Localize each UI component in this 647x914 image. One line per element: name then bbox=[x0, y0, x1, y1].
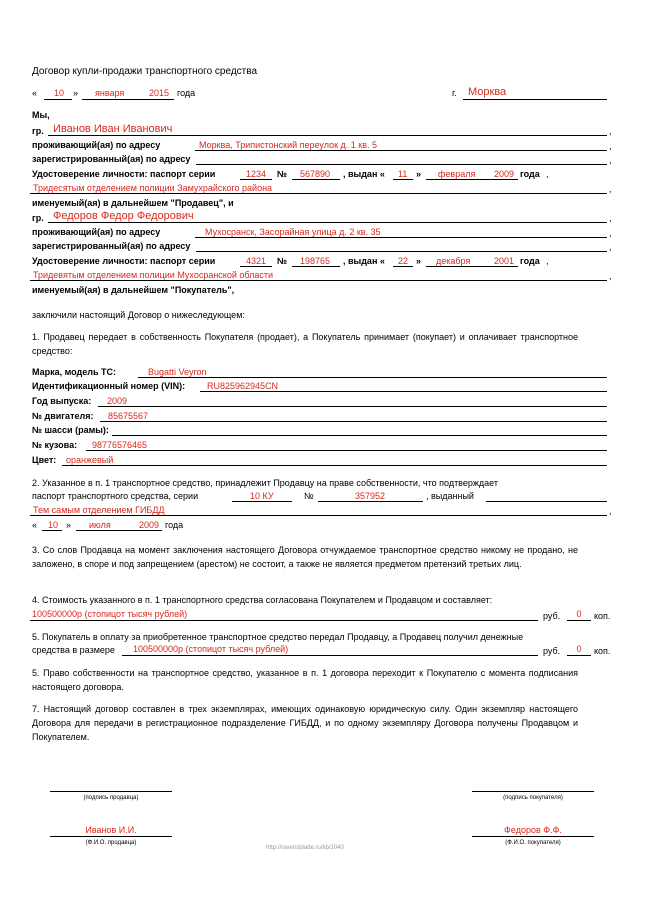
buyer-residence-label: проживающий(ая) по адресу bbox=[32, 227, 161, 237]
seller-name-line bbox=[48, 135, 607, 136]
quote-close: » bbox=[416, 169, 422, 179]
seller-authority-line bbox=[30, 193, 607, 194]
seller-signature-line bbox=[50, 791, 172, 792]
date-day: 10 bbox=[53, 88, 64, 98]
quote-close: » bbox=[416, 256, 422, 266]
buyer-issued-year: 2001 bbox=[494, 256, 515, 266]
vehicle-year-label: Год выпуска: bbox=[32, 396, 92, 406]
vehicle-year: 2009 bbox=[107, 396, 128, 406]
buyer-series: 4321 bbox=[246, 256, 267, 266]
clause-2-series: 10 КУ bbox=[250, 491, 274, 501]
clause-2-text2: паспорт транспортного средства, серии bbox=[32, 491, 199, 501]
comma: , bbox=[609, 141, 612, 151]
clause-2-number: 357952 bbox=[355, 491, 386, 501]
vehicle-engine-label: № двигателя: bbox=[32, 411, 94, 421]
vehicle-model-label: Марка, модель ТС: bbox=[32, 367, 117, 377]
vehicle-vin-label: Идентификационный номер (VIN): bbox=[32, 381, 186, 391]
seller-gr-label: гр. bbox=[32, 126, 44, 136]
clause-2-month-line bbox=[76, 530, 162, 531]
clause-2-number-line bbox=[318, 501, 423, 502]
vehicle-body-line bbox=[86, 450, 607, 451]
comma: , bbox=[609, 126, 612, 136]
clause-2-issued-label: , выданный bbox=[426, 491, 474, 501]
vehicle-engine: 85675567 bbox=[108, 411, 149, 421]
date-quote-close: » bbox=[73, 88, 79, 98]
buyer-id-label: Удостоверение личности: паспорт серии bbox=[32, 256, 216, 266]
clause-5-kop-line bbox=[567, 655, 591, 656]
vehicle-engine-line bbox=[100, 421, 607, 422]
buyer-issued-month: декабря bbox=[436, 256, 471, 266]
footer-url: http://ravensblade.ru/kb/1040 bbox=[266, 845, 344, 851]
vehicle-vin: RU825962945CN bbox=[207, 381, 279, 391]
clause-5-kop: 0 bbox=[576, 644, 582, 654]
comma: , bbox=[609, 155, 612, 165]
buyer-number-line bbox=[292, 266, 340, 267]
clause-7: 7. Настоящий договор составлен в трех экземплярах, имеющих одинаковую юридическую силу. Один экземпляр настоящего Договора для передачи в регистрационное подразделение ГИБДД, и по одному экземпляру Договора получены Продавцом и Покупателем. bbox=[32, 704, 578, 742]
buyer-authority-line bbox=[30, 280, 607, 281]
seller-issued-month: февраля bbox=[438, 169, 476, 179]
buyer-num-label: № bbox=[277, 256, 288, 266]
date-suffix: года bbox=[177, 88, 196, 98]
buyer-gr-label: гр. bbox=[32, 213, 44, 223]
date-month-line bbox=[82, 99, 174, 100]
buyer-issued-label: , выдан « bbox=[343, 256, 385, 266]
vehicle-body: 98776576465 bbox=[92, 440, 148, 450]
clause-5-text2: средства в размере bbox=[32, 645, 115, 655]
seller-authority: Тридесятым отделением полиции Замухрайского района bbox=[33, 183, 273, 193]
buyer-residence: Мухосранск, Засорайная улица д. 2 кв. 35 bbox=[205, 227, 381, 237]
vehicle-vin-line bbox=[200, 391, 607, 392]
buyer-issued-suffix: года bbox=[520, 256, 540, 266]
clause-2-day: 10 bbox=[47, 520, 58, 530]
vehicle-color-line bbox=[62, 465, 607, 466]
seller-issued-year: 2009 bbox=[494, 169, 515, 179]
buyer-issued-day: 22 bbox=[398, 256, 409, 266]
seller-fio: Иванов И.И. bbox=[85, 825, 137, 835]
city-value: Морква bbox=[468, 86, 507, 98]
date-year: 2015 bbox=[149, 88, 170, 98]
seller-issued-suffix: года bbox=[520, 169, 540, 179]
clause-2-month: июля bbox=[89, 520, 111, 530]
clause-2-issued-line bbox=[486, 501, 607, 502]
quote-open: « bbox=[32, 520, 38, 530]
comma: , bbox=[609, 271, 612, 281]
seller-number: 567890 bbox=[300, 169, 331, 179]
seller-name: Иванов Иван Иванович bbox=[53, 123, 173, 135]
vehicle-chassis-line bbox=[112, 435, 607, 436]
clause-6: 5. Право собственности на транспортное средство, указанное в п. 1 договора переходит к Покупателю с момента подписания настоящего договора. bbox=[32, 668, 578, 692]
seller-registered-line bbox=[196, 164, 607, 165]
clause-5-amount: 100500000р (стопицот тысяч рублей) bbox=[133, 644, 289, 654]
buyer-registered-label: зарегистрированный(ая) по адресу bbox=[32, 241, 191, 251]
clause-4-kop: 0 bbox=[576, 609, 582, 619]
we-label: Мы, bbox=[32, 110, 50, 120]
seller-residence: Морква, Трипистонский переулок д. 1 кв. 5 bbox=[199, 140, 378, 150]
vehicle-body-label: № кузова: bbox=[32, 440, 78, 450]
clause-2-num-label: № bbox=[304, 491, 314, 501]
seller-issued-month-line bbox=[426, 179, 518, 180]
buyer-signature-line bbox=[472, 791, 594, 792]
buyer-name-line bbox=[48, 222, 607, 223]
buyer-authority: Тридевятым отделением полиции Мухосранской области bbox=[33, 270, 274, 280]
seller-issued-day: 11 bbox=[398, 169, 408, 179]
city-label: г. bbox=[452, 88, 457, 98]
vehicle-model: Bugatti Veyron bbox=[148, 367, 207, 377]
buyer-sign-label: (подпись покупателя) bbox=[503, 795, 563, 801]
date-month: января bbox=[95, 88, 125, 98]
seller-issued-label: , выдан « bbox=[343, 169, 385, 179]
buyer-fio-label: (Ф.И.О. покупателя) bbox=[505, 840, 561, 846]
comma: , bbox=[546, 169, 549, 179]
clause-5-amount-line bbox=[122, 655, 538, 656]
comma: , bbox=[609, 506, 612, 516]
seller-registered-label: зарегистрированный(ая) по адресу bbox=[32, 154, 191, 164]
clause-5-rub-label: руб. bbox=[543, 646, 561, 656]
clause-1: 1. Продавец передает в собственность Покупателя (продает), а Покупатель принимает (покупает) и оплачивает транспортное средство: bbox=[32, 332, 578, 356]
buyer-fio-line bbox=[472, 836, 594, 837]
clause-4-amount-line bbox=[30, 620, 538, 621]
clause-4-kop-line bbox=[567, 620, 591, 621]
buyer-residence-line bbox=[195, 237, 607, 238]
date-quote-open: « bbox=[32, 88, 38, 98]
seller-series-line bbox=[240, 179, 272, 180]
comma: , bbox=[609, 228, 612, 238]
clause-2-text: 2. Указанное в п. 1 транспортное средство, принадлежит Продавцу на праве собственности, что подтверждает bbox=[32, 478, 498, 488]
seller-series: 1234 bbox=[246, 169, 267, 179]
buyer-series-line bbox=[240, 266, 272, 267]
seller-fio-label: (Ф.И.О. продавца) bbox=[85, 840, 137, 846]
seller-id-label: Удостоверение личности: паспорт серии bbox=[32, 169, 216, 179]
comma: , bbox=[546, 256, 549, 266]
vehicle-model-line bbox=[138, 377, 607, 378]
buyer-name: Федоров Федор Федорович bbox=[53, 210, 194, 222]
vehicle-chassis-label: № шасси (рамы): bbox=[32, 425, 109, 435]
city-line bbox=[463, 99, 607, 100]
seller-number-line bbox=[292, 179, 340, 180]
seller-fio-line bbox=[50, 836, 172, 837]
clause-2-suffix: года bbox=[165, 520, 184, 530]
clause-5-kop-label: коп. bbox=[594, 646, 611, 656]
seller-residence-line bbox=[195, 150, 607, 151]
clause-2-authority-line bbox=[30, 515, 607, 516]
vehicle-year-line bbox=[98, 406, 607, 407]
clause-2-year: 2009 bbox=[139, 520, 160, 530]
clause-5-text: 5. Покупатель в оплату за приобретенное транспортное средство передал Продавцу, а Продавец получил денежные bbox=[32, 632, 524, 642]
clause-4-text: 4. Стоимость указанного в п. 1 транспортного средства согласована Покупателем и Продавцом и составляет: bbox=[32, 595, 493, 605]
seller-sign-label: (подпись продавца) bbox=[83, 795, 139, 801]
buyer-fio: Федоров Ф.Ф. bbox=[504, 825, 562, 835]
comma: , bbox=[609, 184, 612, 194]
agreement-intro: заключили настоящий Договор о нижеследующем: bbox=[32, 310, 245, 320]
seller-residence-label: проживающий(ая) по адресу bbox=[32, 140, 161, 150]
clause-2-authority: Тем самым отделением ГИБДД bbox=[33, 505, 165, 515]
clause-2-series-line bbox=[232, 501, 292, 502]
vehicle-color: оранжевый bbox=[66, 455, 114, 465]
vehicle-color-label: Цвет: bbox=[32, 455, 57, 465]
clause-4-amount: 100500000р (стопицот тысяч рублей) bbox=[32, 609, 188, 619]
seller-issued-day-line bbox=[393, 179, 413, 180]
comma: , bbox=[609, 242, 612, 252]
quote-close: » bbox=[66, 520, 72, 530]
seller-num-label: № bbox=[277, 169, 288, 179]
clause-4-kop-label: коп. bbox=[594, 611, 611, 621]
buyer-role: именуемый(ая) в дальнейшем "Покупатель", bbox=[32, 285, 235, 295]
comma: , bbox=[609, 213, 612, 223]
seller-role: именуемый(ая) в дальнейшем "Продавец", и bbox=[32, 198, 234, 208]
document-title: Договор купли-продажи транспортного средства bbox=[32, 66, 258, 77]
buyer-issued-day-line bbox=[393, 266, 413, 267]
buyer-issued-month-line bbox=[426, 266, 518, 267]
clause-4-rub-label: руб. bbox=[543, 611, 561, 621]
date-day-line bbox=[44, 99, 72, 100]
clause-2-day-line bbox=[42, 530, 62, 531]
buyer-registered-line bbox=[196, 251, 607, 252]
buyer-number: 198765 bbox=[300, 256, 331, 266]
clause-3: 3. Со слов Продавца на момент заключения настоящего Договора отчуждаемое транспортное средство никому не продано, не заложено, в споре и под запрещением (арестом) не состоит, а также не является предметом претензий третьих лиц. bbox=[32, 545, 578, 569]
